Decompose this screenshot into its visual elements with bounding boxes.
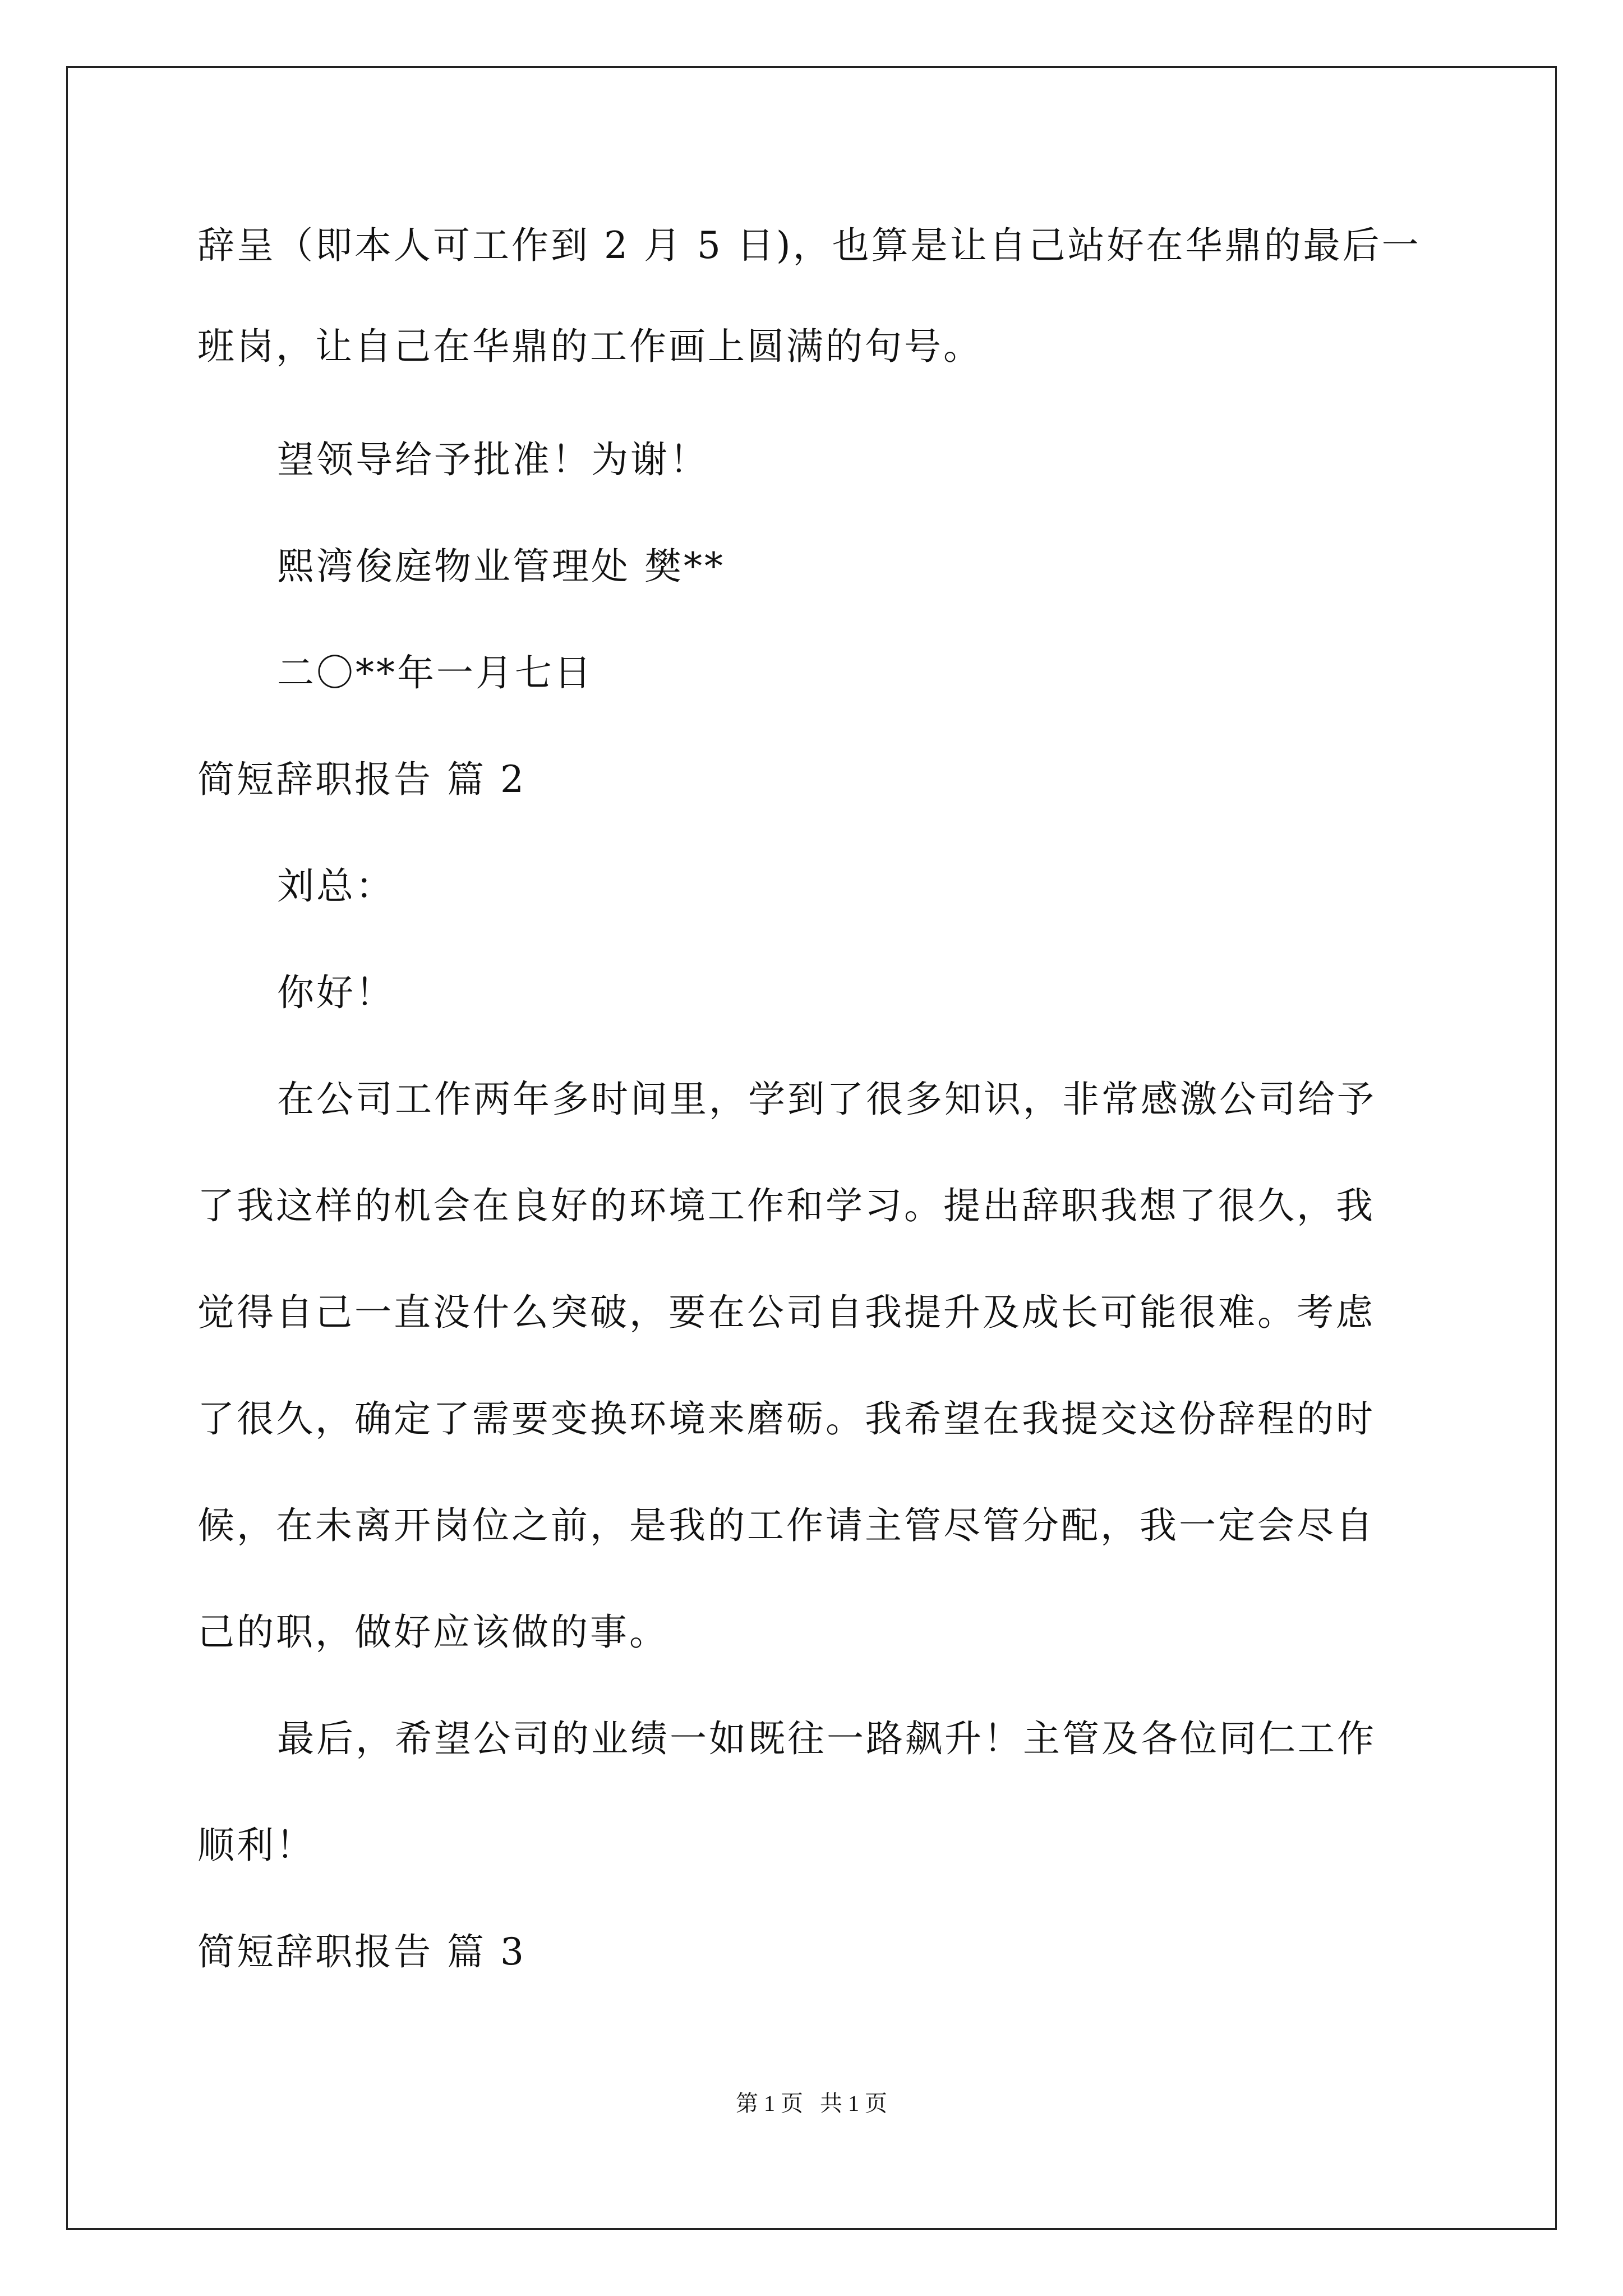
- section-heading-2: 简短辞职报告 篇 2: [197, 758, 526, 801]
- request-approval-line: 望领导给予批准！为谢！: [277, 438, 709, 481]
- body-line-9: 最后，希望公司的业绩一如既往一路飙升！主管及各位同仁工作: [277, 1717, 1376, 1760]
- body-line-10: 顺利！: [197, 1824, 315, 1867]
- signature-line: 熙湾俊庭物业管理处 樊**: [277, 545, 725, 588]
- body-line-5: 觉得自己一直没什么突破，要在公司自我提升及成长可能很难。考虑: [197, 1291, 1375, 1334]
- page-border: [66, 66, 1557, 2230]
- body-line-2: 班岗，让自己在华鼎的工作画上圆满的句号。: [197, 325, 983, 368]
- body-line-3: 在公司工作两年多时间里，学到了很多知识，非常感激公司给予: [277, 1078, 1376, 1121]
- body-line-7: 候，在未离开岗位之前，是我的工作请主管尽管分配，我一定会尽自: [197, 1504, 1375, 1547]
- page-footer: 第 1 页 共 1 页: [736, 2091, 887, 2116]
- section-heading-3: 简短辞职报告 篇 3: [197, 1930, 526, 1973]
- body-line-4: 了我这样的机会在良好的环境工作和学习。提出辞职我想了很久，我: [197, 1184, 1375, 1227]
- body-line-1: 辞呈（即本人可工作到 2 月 5 日)，也算是让自己站好在华鼎的最后一: [197, 224, 1421, 267]
- salutation-line: 刘总：: [277, 864, 395, 908]
- greeting-line: 你好！: [277, 971, 395, 1014]
- body-line-8: 己的职，做好应该做的事。: [197, 1611, 668, 1654]
- date-line: 二〇**年一月七日: [277, 651, 593, 694]
- body-line-6: 了很久，确定了需要变换环境来磨砺。我希望在我提交这份辞程的时: [197, 1397, 1375, 1441]
